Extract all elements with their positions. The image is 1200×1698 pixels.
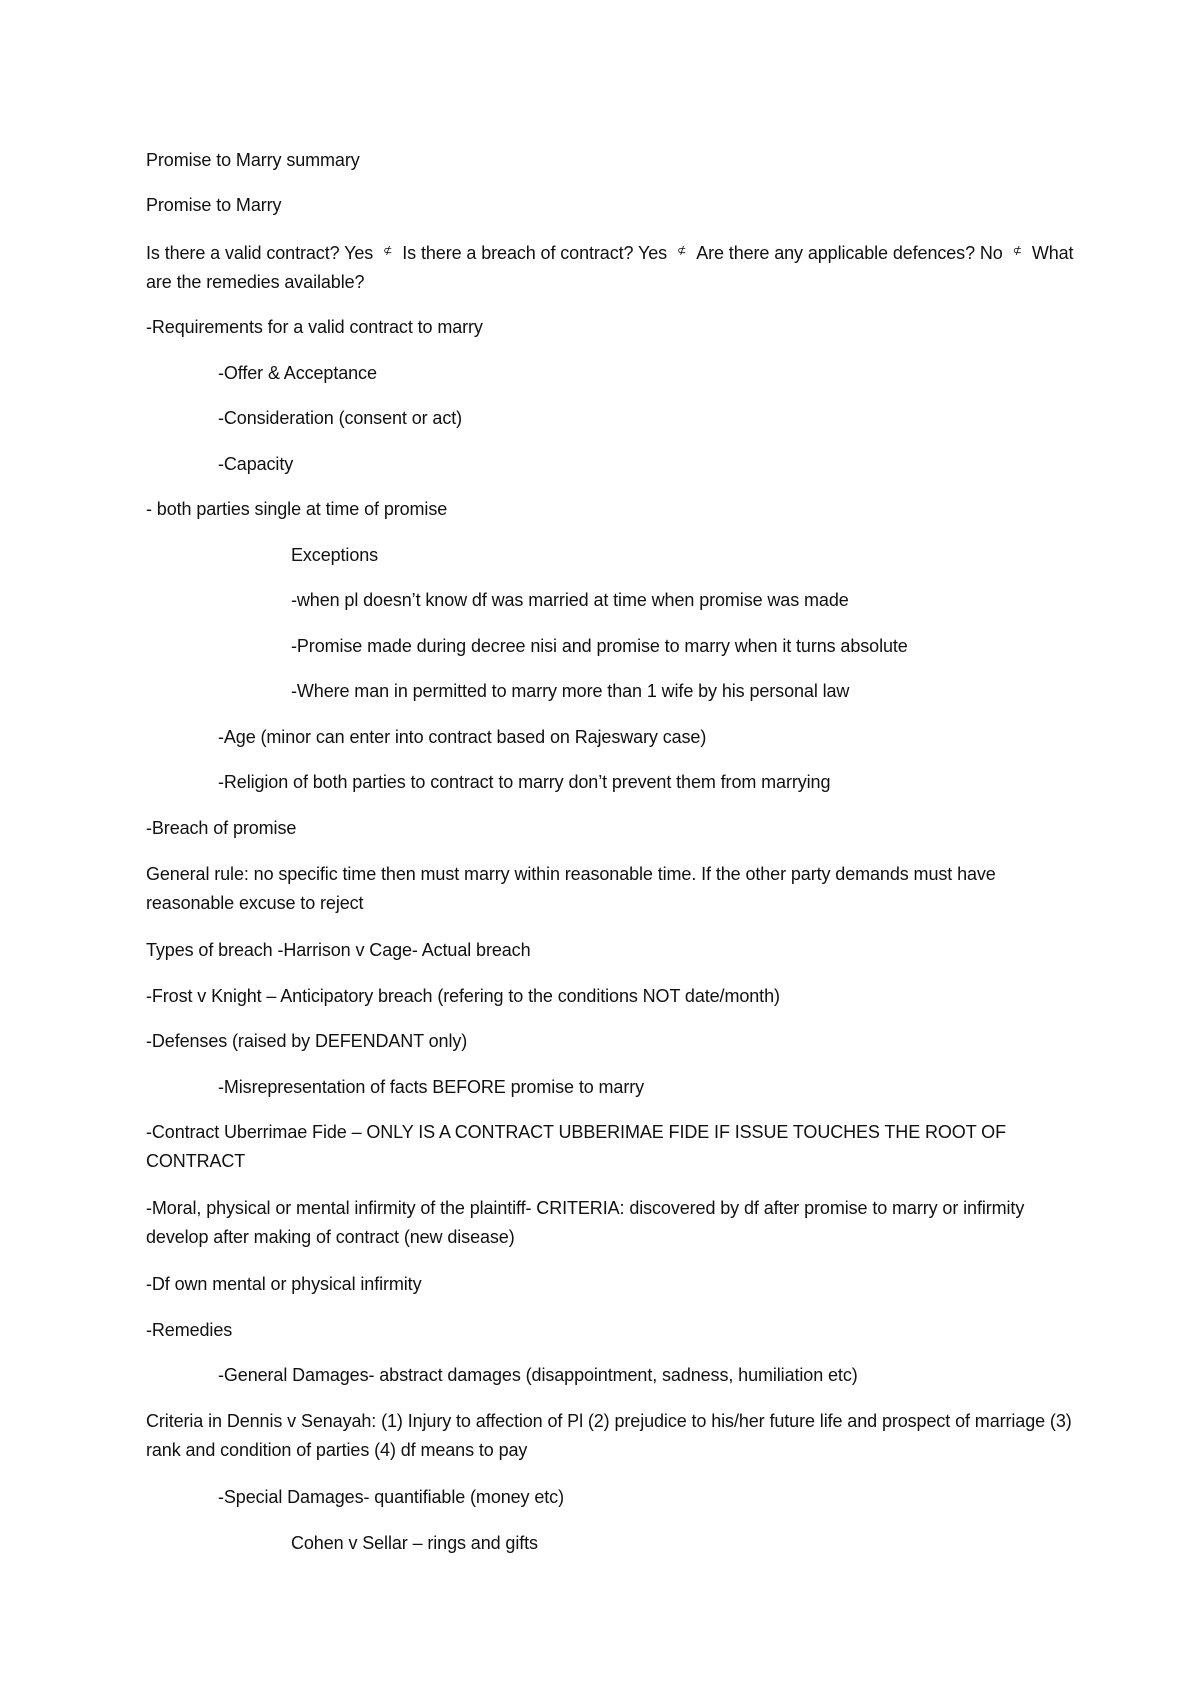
text-line: -Misrepresentation of facts BEFORE promise to marry: [218, 1077, 645, 1097]
text-line: -Requirements for a valid contract to marry: [146, 317, 483, 337]
text-line: -Special Damages- quantifiable (money etc): [218, 1487, 564, 1507]
text-line: -Consideration (consent or act): [218, 408, 463, 428]
text-line: Cohen v Sellar – rings and gifts: [291, 1533, 538, 1553]
text-line: -Age (minor can enter into contract based on Rajeswary case): [218, 727, 707, 747]
text-line: -Where man in permitted to marry more than 1 wife by his personal law: [291, 681, 850, 701]
arrow-icon: ⊄: [1012, 245, 1022, 257]
text-line: -Df own mental or physical infirmity: [146, 1274, 422, 1294]
question-flow: [146, 237, 1076, 297]
arrow-icon: ⊄: [677, 245, 687, 257]
flow-question-4: What are the remedies available?: [146, 243, 1074, 292]
section-heading: Promise to Marry: [146, 195, 282, 215]
text-paragraph: -Moral, physical or mental infirmity of the plaintiff- CRITERIA: discovered by df after promise to marry or infirmity develop after making of contract (new disease): [146, 1198, 1025, 1247]
text-line: -when pl doesn’t know df was married at time when promise was made: [291, 590, 849, 610]
text-line: Types of breach -Harrison v Cage- Actual breach: [146, 940, 531, 960]
flow-question-1: Is there a valid contract? Yes: [146, 243, 374, 263]
text-line: -Promise made during decree nisi and promise to marry when it turns absolute: [291, 636, 908, 656]
text-line: - both parties single at time of promise: [146, 499, 448, 519]
text-line: -General Damages- abstract damages (disappointment, sadness, humiliation etc): [218, 1365, 858, 1385]
text-line: -Breach of promise: [146, 818, 297, 838]
text-paragraph: Criteria in Dennis v Senayah: (1) Injury to affection of Pl (2) prejudice to his/her future life and prospect of marriage (3) rank and condition of parties (4) df means to pay: [146, 1411, 1072, 1460]
document-title: Promise to Marry summary: [146, 150, 360, 170]
arrow-icon: ⊄: [383, 245, 393, 257]
text-line: Exceptions: [291, 545, 379, 565]
text-line: -Capacity: [218, 454, 294, 474]
text-paragraph: General rule: no specific time then must marry within reasonable time. If the other party demands must have reasonable excuse to reject: [146, 864, 996, 913]
flow-question-2: Is there a breach of contract? Yes: [402, 243, 668, 263]
text-line: -Defenses (raised by DEFENDANT only): [146, 1031, 468, 1051]
text-line: -Offer & Acceptance: [218, 363, 377, 383]
flow-question-3: Are there any applicable defences? No: [696, 243, 1003, 263]
text-line: -Frost v Knight – Anticipatory breach (refering to the conditions NOT date/month): [146, 986, 780, 1006]
text-line: -Remedies: [146, 1320, 233, 1340]
text-paragraph: -Contract Uberrimae Fide – ONLY IS A CONTRACT UBBERIMAE FIDE IF ISSUE TOUCHES THE ROOT OF CONTRACT: [146, 1122, 1006, 1171]
text-line: -Religion of both parties to contract to marry don’t prevent them from marrying: [218, 772, 831, 792]
